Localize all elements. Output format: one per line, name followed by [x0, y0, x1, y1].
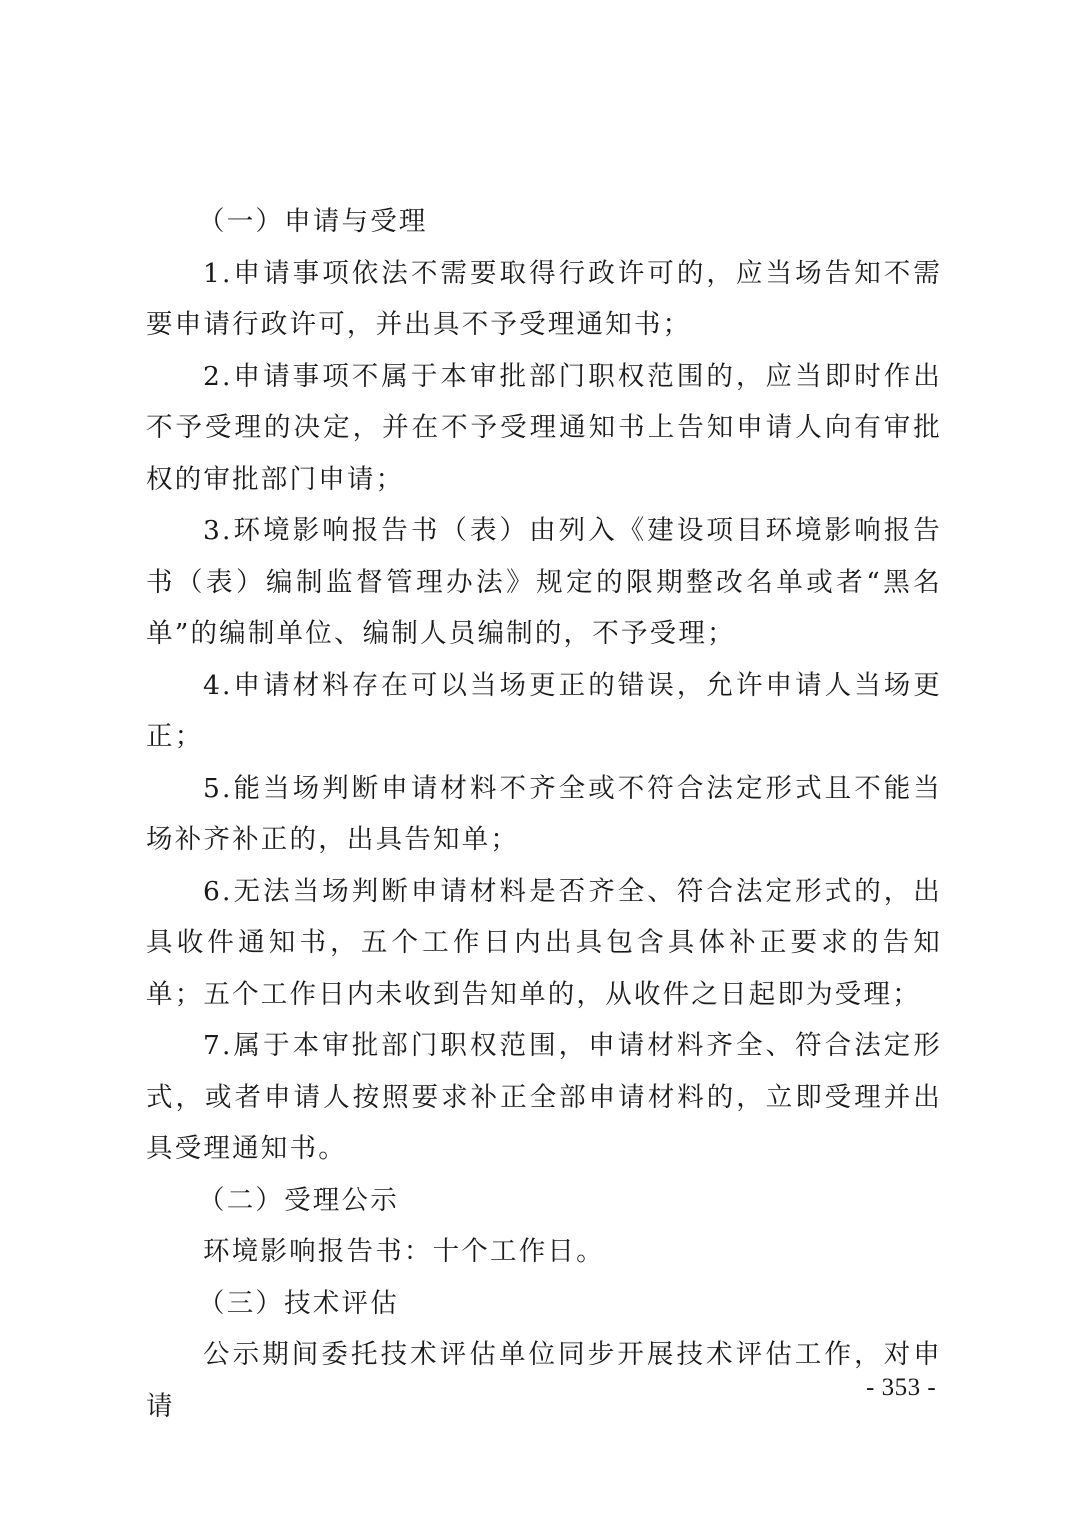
- paragraph-item-5: 5.能当场判断申请材料不齐全或不符合法定形式且不能当场补齐补正的，出具告知单；: [146, 772, 942, 855]
- paragraph-technical-assessment: 公示期间委托技术评估单位同步开展技术评估工作，对申请: [146, 1339, 942, 1422]
- section-heading-application: （一）申请与受理: [198, 206, 428, 237]
- page-number: - 353 -: [866, 1374, 937, 1401]
- paragraph-item-2: 2.申请事项不属于本审批部门职权范围的，应当即时作出不予受理的决定，并在不予受理通知书上告知申请人向有审批权的审批部门申请；: [146, 360, 942, 495]
- paragraph-publicity-period: 环境影响报告书：十个工作日。: [203, 1236, 605, 1267]
- paragraph-item-1: 1.申请事项依法不需要取得行政许可的，应当场告知不需要申请行政许可，并出具不予受理通知书；: [146, 257, 942, 340]
- paragraph-item-6: 6.无法当场判断申请材料是否齐全、符合法定形式的，出具收件通知书，五个工作日内出具包含具体补正要求的告知单；五个工作日内未收到告知单的，从收件之日起即为受理；: [146, 875, 942, 1010]
- section-heading-publicity: （二）受理公示: [198, 1184, 399, 1216]
- section-heading-technical-assessment: （三）技术评估: [198, 1287, 399, 1319]
- paragraph-item-3: 3.环境影响报告书（表）由列入《建设项目环境影响报告书（表）编制监督管理办法》规定的限期整改名单或者“黑名单”的编制单位、编制人员编制的，不予受理；: [146, 515, 942, 649]
- paragraph-item-4: 4.申请材料存在可以当场更正的错误，允许申请人当场更正；: [146, 669, 942, 752]
- paragraph-item-7: 7.属于本审批部门职权范围，申请材料齐全、符合法定形式，或者申请人按照要求补正全部申请材料的，立即受理并出具受理通知书。: [146, 1030, 942, 1164]
- document-body: [146, 196, 942, 1432]
